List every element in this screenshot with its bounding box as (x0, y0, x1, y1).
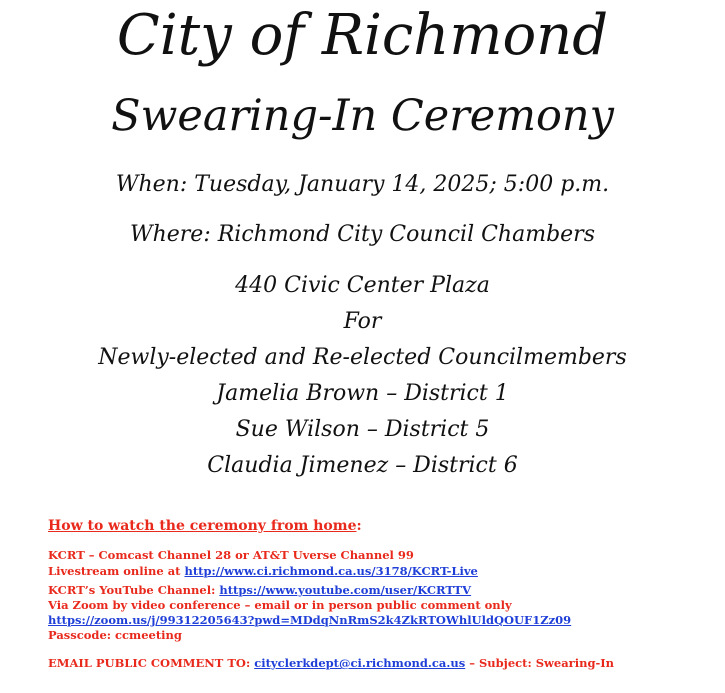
zoom-passcode: Passcode: ccmeeting (48, 628, 182, 642)
watch-heading-text: How to watch the ceremony from home (48, 518, 357, 534)
member-district-6: Claudia Jimenez – District 6 (207, 453, 518, 478)
member-district-5: Sue Wilson – District 5 (235, 417, 490, 442)
email-label: EMAIL PUBLIC COMMENT TO: (48, 656, 255, 670)
event-where: Where: Richmond City Council Chambers (129, 222, 595, 247)
email-link[interactable]: cityclerkdept@ci.richmond.ca.us (254, 656, 466, 670)
youtube-line (48, 583, 471, 598)
livestream-link[interactable]: http://www.ci.richmond.ca.us/3178/KCRT-Live (184, 564, 478, 578)
zoom-info: Via Zoom by video conference – email or in person public comment only (48, 598, 512, 612)
email-line (48, 656, 614, 671)
event-address: 440 Civic Center Plaza (235, 273, 490, 298)
zoom-line (48, 613, 571, 628)
event-when: When: Tuesday, January 14, 2025; 5:00 p.m. (115, 172, 610, 197)
youtube-link[interactable]: https://www.youtube.com/user/KCRTTV (219, 583, 472, 597)
honoree-group: Newly-elected and Re-elected Councilmembers (98, 345, 627, 370)
kcrt-channels: KCRT – Comcast Channel 28 or AT&T Uverse Channel 99 (48, 548, 414, 562)
zoom-link[interactable]: https://zoom.us/j/99312205643?pwd=MDdqNnRmS2k4ZkRTOWhlUldQOUF1Zz09 (48, 613, 572, 627)
livestream-label: Livestream online at (48, 564, 185, 578)
member-district-1: Jamelia Brown – District 1 (216, 381, 509, 406)
event-for: For (343, 309, 382, 334)
watch-heading-colon: : (356, 518, 362, 534)
page-subtitle: Swearing-In Ceremony (111, 91, 614, 141)
livestream-line (48, 564, 478, 579)
watch-heading (48, 517, 362, 535)
page-title: City of Richmond (116, 3, 609, 68)
email-subject: – Subject: Swearing-In (465, 656, 615, 670)
youtube-label: KCRT’s YouTube Channel: (48, 583, 220, 597)
